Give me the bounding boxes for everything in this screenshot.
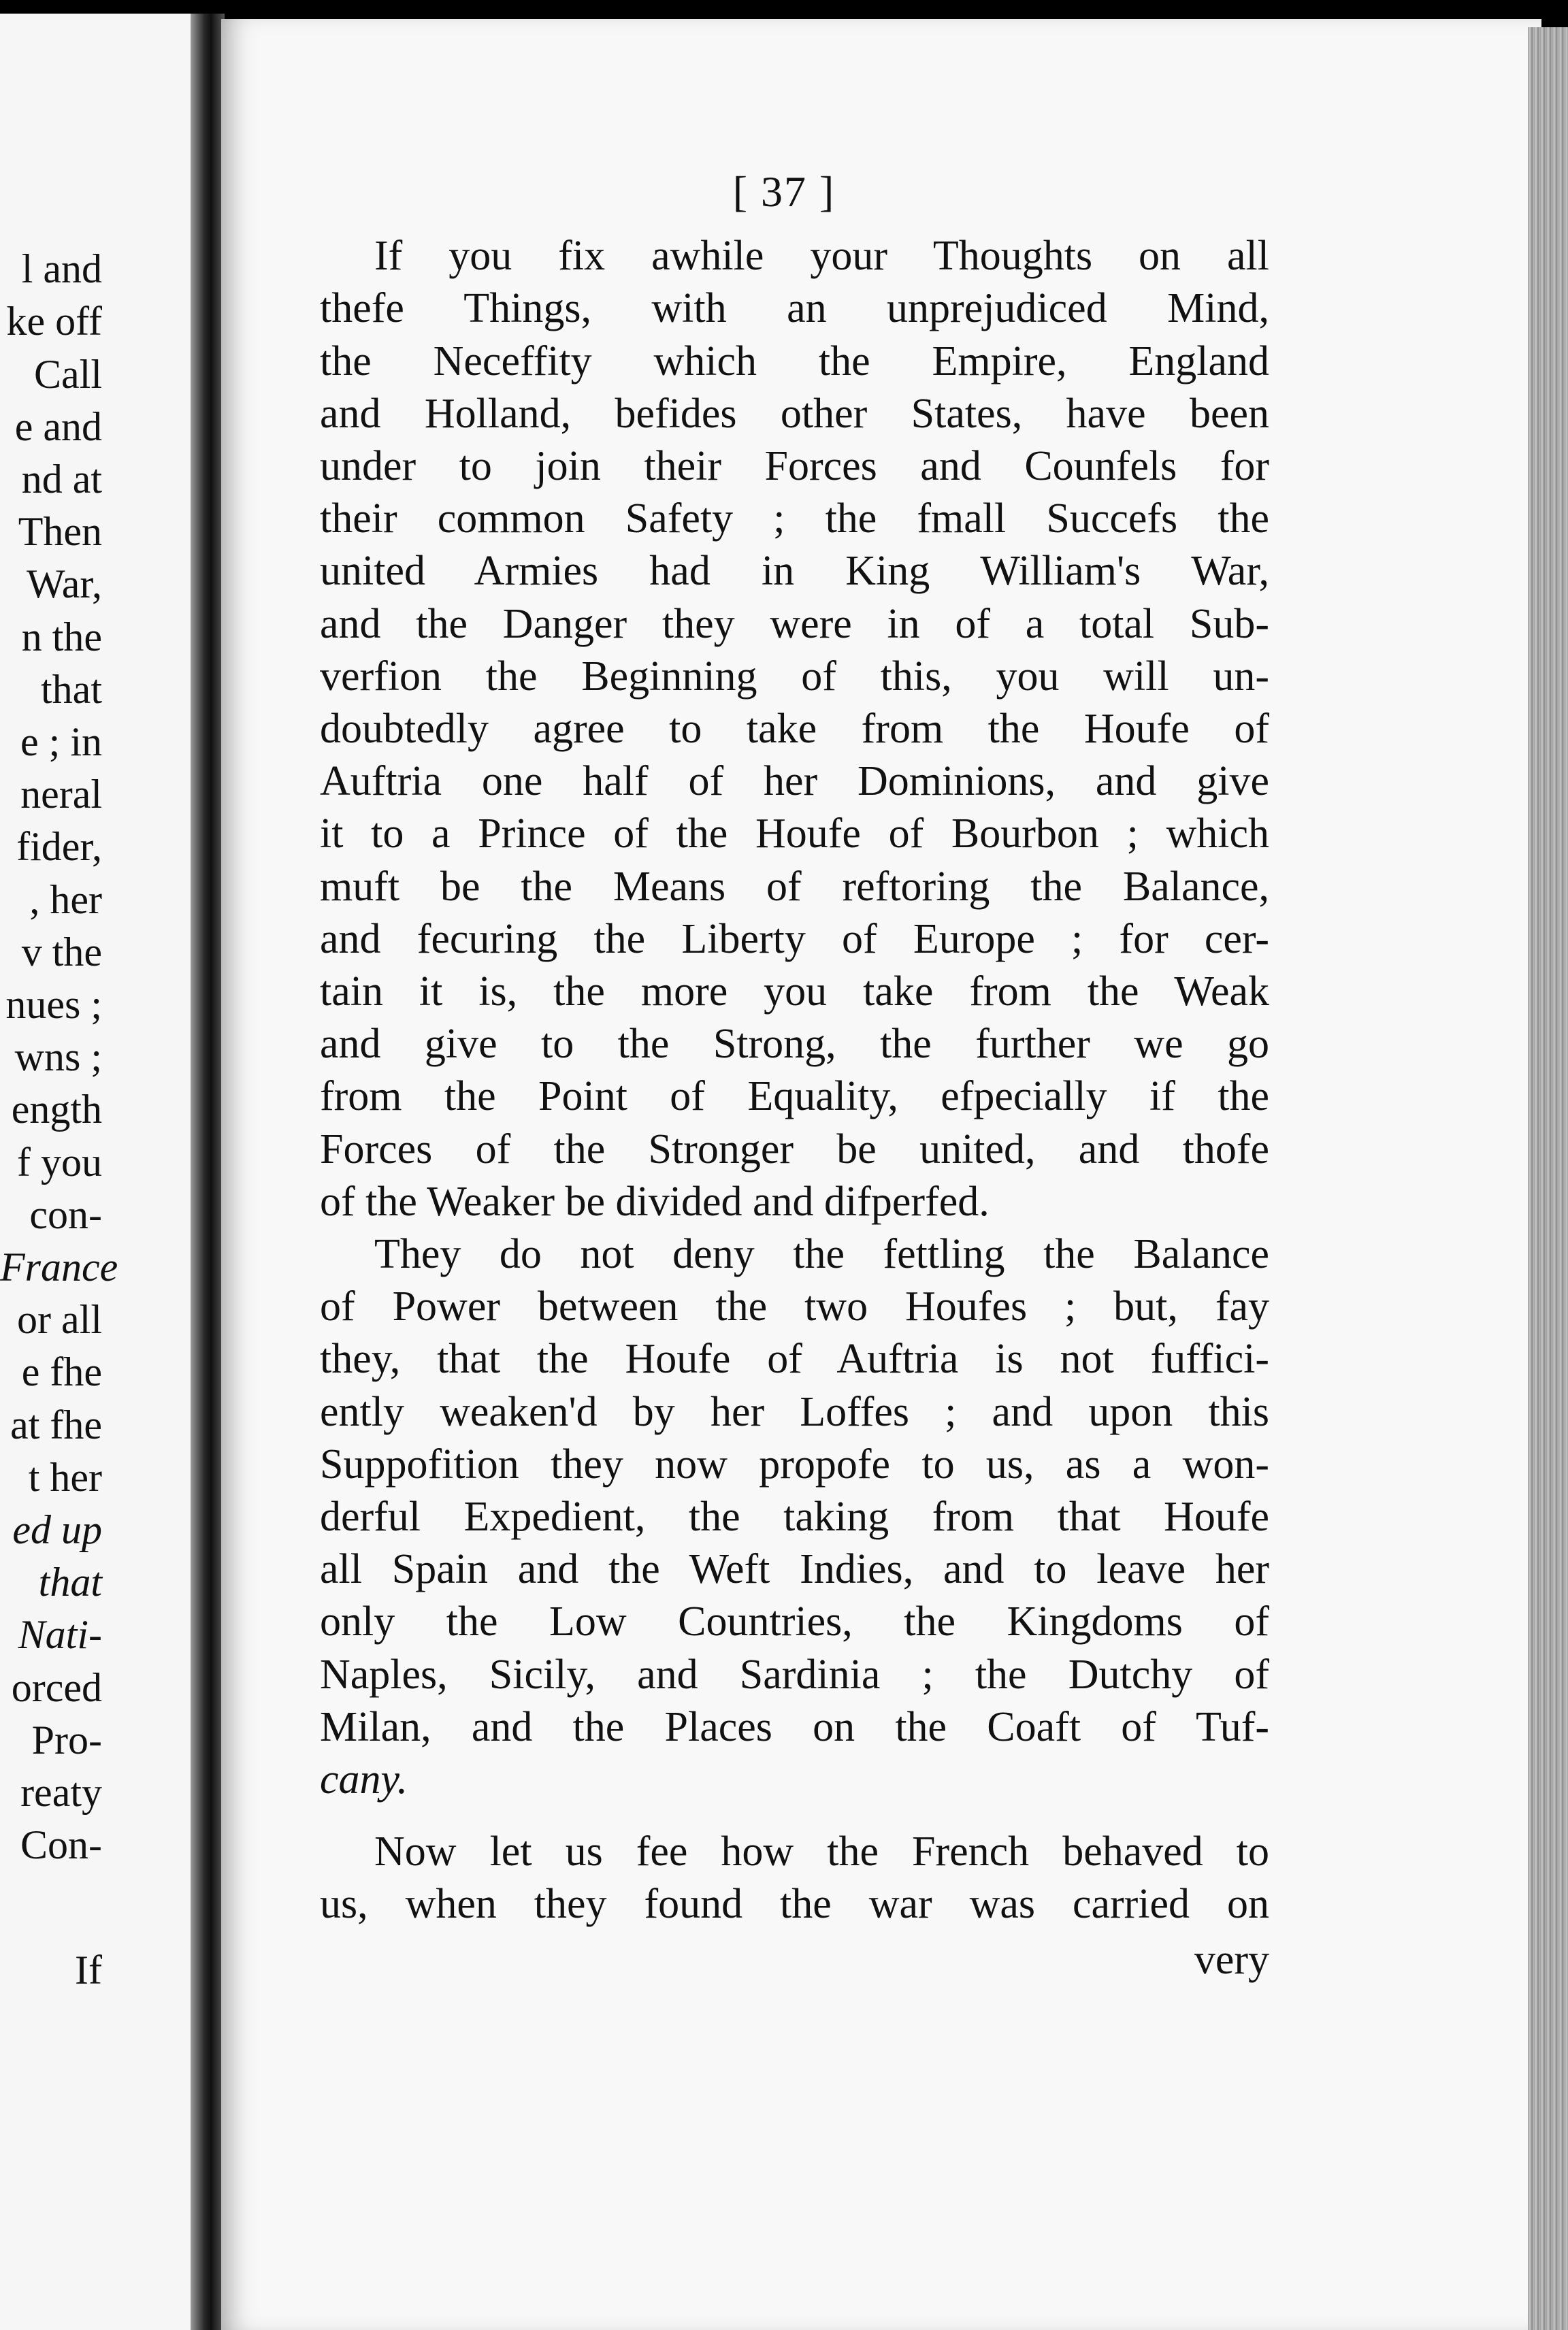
- left-page-line: ed up: [12, 1507, 102, 1552]
- left-page-line: orced: [11, 1665, 102, 1710]
- text-line: and give to the Strong, the further we go: [320, 1021, 1269, 1067]
- left-page-line: e and: [14, 404, 102, 449]
- left-page-line: War,: [26, 561, 102, 606]
- text-line: us, when they found the war was carried on: [320, 1881, 1269, 1927]
- left-page-line: Then: [18, 509, 102, 554]
- text-line: Auftria one half of her Dominions, and give: [320, 758, 1269, 804]
- left-page-line: Con-: [20, 1822, 102, 1867]
- text-line: Milan, and the Places on the Coaft of Tuf-: [320, 1704, 1269, 1750]
- left-page-line: or all: [17, 1297, 102, 1342]
- left-page-line: Nati-: [18, 1612, 102, 1657]
- text-line: and Holland, befides other States, have been: [320, 391, 1269, 437]
- left-page-line: reaty: [20, 1770, 102, 1815]
- page-number: [ 37 ]: [732, 167, 836, 216]
- text-line: their common Safety ; the fmall Succefs the: [320, 495, 1269, 542]
- left-page-line: e fhe: [21, 1349, 102, 1394]
- left-page-catchword: If: [75, 1948, 102, 1992]
- left-page-line: nues ;: [5, 982, 102, 1027]
- left-page-line: neral: [20, 772, 102, 817]
- left-page-line: Pro-: [31, 1718, 102, 1762]
- text-line: If you fix awhile your Thoughts on all: [374, 233, 1269, 279]
- text-line: and the Danger they were in of a total Sub-: [320, 601, 1269, 647]
- left-page-line: f you: [17, 1140, 102, 1185]
- text-line: verfion the Beginning of this, you will un-: [320, 653, 1269, 700]
- text-line: doubtedly agree to take from the Houfe of: [320, 706, 1269, 752]
- text-line: muft be the Means of reftoring the Balance,: [320, 864, 1269, 910]
- left-page-line: Call: [34, 352, 102, 397]
- text-line: all Spain and the Weft Indies, and to leave her: [320, 1546, 1269, 1592]
- text-line: from the Point of Equality, efpecially if the: [320, 1073, 1269, 1119]
- left-page-line: ke off: [6, 299, 102, 344]
- left-page-line: con-: [29, 1192, 102, 1237]
- left-page-line: , her: [29, 877, 102, 922]
- previous-page: [0, 14, 191, 2330]
- left-page-line: nd at: [21, 457, 102, 502]
- text-line: tain it is, the more you take from the Weak: [320, 968, 1269, 1015]
- book-gutter: [191, 14, 225, 2330]
- left-page-line: e ; in: [20, 719, 102, 764]
- text-line: derful Expedient, the taking from that Houfe: [320, 1494, 1269, 1540]
- left-page-line: that: [38, 1560, 102, 1605]
- left-page-line: l and: [21, 246, 102, 291]
- text-line: Forces of the Stronger be united, and thofe: [320, 1126, 1269, 1172]
- text-line: it to a Prince of the Houfe of Bourbon ; which: [320, 810, 1269, 857]
- text-line: cany.: [320, 1756, 408, 1803]
- left-page-line: at fhe: [10, 1402, 102, 1447]
- text-line: ently weaken'd by her Loffes ; and upon this: [320, 1389, 1269, 1435]
- text-line: and fecuring the Liberty of Europe ; for cer-: [320, 916, 1269, 962]
- text-line: Naples, Sicily, and Sardinia ; the Dutchy of: [320, 1652, 1269, 1698]
- text-line: Suppofition they now propofe to us, as a won-: [320, 1441, 1269, 1488]
- text-line: the Neceffity which the Empire, England: [320, 338, 1269, 384]
- text-line: under to join their Forces and Counfels for: [320, 443, 1269, 489]
- left-page-line: wns ;: [14, 1034, 102, 1079]
- text-line: thefe Things, with an unprejudiced Mind,: [320, 285, 1269, 331]
- left-page-line: that: [41, 667, 102, 712]
- left-page-line: v the: [21, 930, 102, 974]
- left-page-line: ength: [11, 1087, 102, 1132]
- text-line: of the Weaker be divided and difperfed.: [320, 1179, 990, 1225]
- text-line: united Armies had in King William's War,: [320, 548, 1269, 594]
- catchword: very: [1194, 1937, 1269, 1983]
- text-line: only the Low Countries, the Kingdoms of: [320, 1598, 1269, 1645]
- text-line: of Power between the two Houfes ; but, fay: [320, 1283, 1269, 1330]
- left-page-line: fider,: [16, 824, 102, 869]
- left-page-line: France: [0, 1245, 118, 1290]
- text-line: they, that the Houfe of Auftria is not fuffici-: [320, 1336, 1269, 1382]
- left-page-line: n the: [21, 614, 102, 659]
- text-line: Now let us fee how the French behaved to: [374, 1828, 1269, 1875]
- left-page-line: t her: [28, 1455, 102, 1500]
- page-edges: [1528, 27, 1568, 2330]
- text-line: They do not deny the fettling the Balance: [374, 1231, 1269, 1277]
